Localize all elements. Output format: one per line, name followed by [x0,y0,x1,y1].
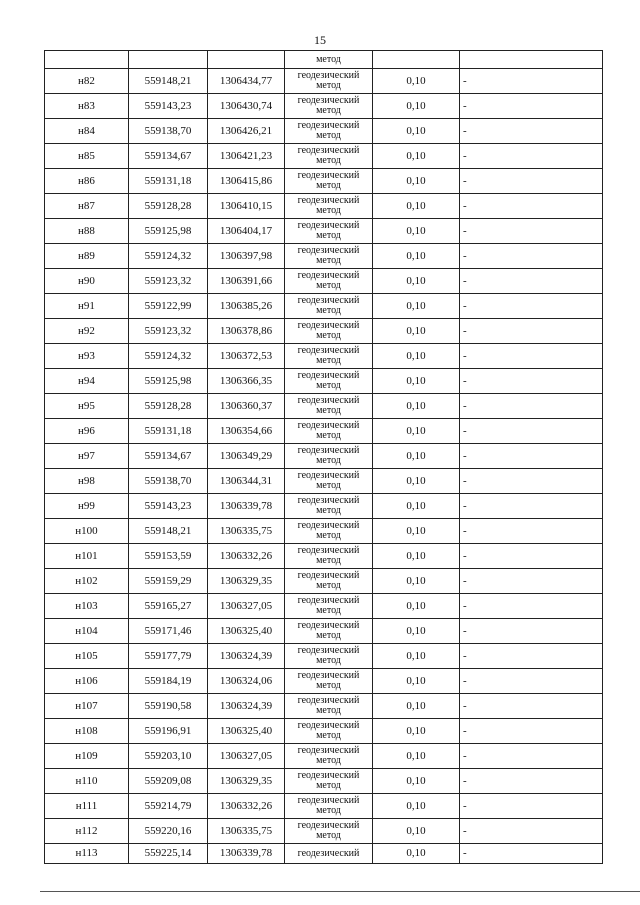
accuracy-cell: 0,10 [373,544,460,569]
table-row [45,569,603,594]
y-coordinate-cell: 1306426,21 [208,119,285,144]
point-name-cell: н106 [45,669,129,694]
table-row [45,644,603,669]
method-line-1: геодезический [297,795,360,806]
point-name-cell: н101 [45,544,129,569]
method-line-2: метод [316,205,341,216]
point-name-cell: н82 [45,69,129,94]
method-cell [285,144,373,169]
y-coordinate-cell: 1306372,53 [208,344,285,369]
method-line-1: геодезический [297,520,360,531]
method-cell [285,794,373,819]
method-line-2: метод [316,480,341,491]
y-coordinate-cell: 1306332,26 [208,544,285,569]
y-coordinate-cell: 1306329,35 [208,769,285,794]
y-coordinate-cell: 1306410,15 [208,194,285,219]
y-coordinate-cell: 1306325,40 [208,719,285,744]
x-coordinate-cell: 559124,32 [129,244,208,269]
x-coordinate-cell: 559125,98 [129,369,208,394]
table-row [45,694,603,719]
x-coordinate-cell: 559220,16 [129,819,208,844]
point-name-cell: н89 [45,244,129,269]
carryover-cell-accuracy [373,51,460,69]
table-row [45,244,603,269]
method-cell [285,719,373,744]
accuracy-cell: 0,10 [373,169,460,194]
y-coordinate-cell: 1306324,06 [208,669,285,694]
method-line-1: геодезический [297,420,360,431]
method-line-1: геодезический [297,370,360,381]
x-coordinate-cell: 559148,21 [129,69,208,94]
y-coordinate-cell: 1306404,17 [208,219,285,244]
method-line-1: геодезический [297,770,360,781]
note-cell: - [460,769,603,794]
point-name-cell: н86 [45,169,129,194]
x-coordinate-cell: 559196,91 [129,719,208,744]
note-cell: - [460,119,603,144]
table-row [45,669,603,694]
table-row [45,269,603,294]
table-row [45,394,603,419]
point-name-cell: н107 [45,694,129,719]
note-cell: - [460,269,603,294]
method-line-2: метод [316,780,341,791]
method-line-2: метод [316,455,341,466]
method-cell [285,294,373,319]
method-cell [285,469,373,494]
method-line-2: метод [316,680,341,691]
point-name-cell: н94 [45,369,129,394]
method-line-1: геодезический [297,220,360,231]
y-coordinate-cell: 1306324,39 [208,644,285,669]
method-cell [285,94,373,119]
method-cell [285,344,373,369]
table-row [45,319,603,344]
method-line-2: метод [316,555,341,566]
note-cell: - [460,244,603,269]
method-cell [285,694,373,719]
y-coordinate-cell: 1306354,66 [208,419,285,444]
point-name-cell: н87 [45,194,129,219]
method-line-1: геодезический [297,495,360,506]
point-name-cell: н88 [45,219,129,244]
x-coordinate-cell: 559134,67 [129,444,208,469]
table-row [45,744,603,769]
method-line-2: метод [316,430,341,441]
method-cell [285,169,373,194]
accuracy-cell: 0,10 [373,144,460,169]
note-cell: - [460,619,603,644]
x-coordinate-cell: 559203,10 [129,744,208,769]
method-line-2: метод [316,530,341,541]
x-coordinate-cell: 559143,23 [129,94,208,119]
accuracy-cell: 0,10 [373,394,460,419]
accuracy-cell: 0,10 [373,594,460,619]
note-cell: - [460,544,603,569]
x-coordinate-cell: 559148,21 [129,519,208,544]
method-line-2: метод [316,255,341,266]
method-line-2: метод [316,805,341,816]
point-name-cell: н109 [45,744,129,769]
note-cell: - [460,294,603,319]
method-line-1: геодезический [297,170,360,181]
method-cell [285,519,373,544]
accuracy-cell: 0,10 [373,769,460,794]
point-name-cell: н90 [45,269,129,294]
accuracy-cell: 0,10 [373,494,460,519]
point-name-cell: н99 [45,494,129,519]
x-coordinate-cell: 559225,14 [129,844,208,864]
method-cell [285,819,373,844]
table-body [45,51,603,864]
note-cell: - [460,794,603,819]
note-cell: - [460,594,603,619]
note-cell: - [460,519,603,544]
method-cell [285,594,373,619]
x-coordinate-cell: 559184,19 [129,669,208,694]
point-name-cell: н91 [45,294,129,319]
point-name-cell: н85 [45,144,129,169]
note-cell: - [460,644,603,669]
y-coordinate-cell: 1306324,39 [208,694,285,719]
y-coordinate-cell: 1306349,29 [208,444,285,469]
y-coordinate-cell: 1306339,78 [208,494,285,519]
x-coordinate-cell: 559159,29 [129,569,208,594]
y-coordinate-cell: 1306378,86 [208,319,285,344]
x-coordinate-cell: 559171,46 [129,619,208,644]
accuracy-cell: 0,10 [373,419,460,444]
table-row [45,619,603,644]
x-coordinate-cell: 559138,70 [129,469,208,494]
method-line-2: метод [316,755,341,766]
x-coordinate-cell: 559123,32 [129,269,208,294]
method-cell [285,644,373,669]
accuracy-cell: 0,10 [373,94,460,119]
table-row [45,194,603,219]
method-line-1: геодезический [297,595,360,606]
method-cell [285,119,373,144]
method-line-1: геодезический [297,395,360,406]
y-coordinate-cell: 1306327,05 [208,594,285,619]
accuracy-cell: 0,10 [373,269,460,294]
point-name-cell: н104 [45,619,129,644]
method-line-2: метод [316,830,341,841]
method-line-1: геодезический [297,645,360,656]
accuracy-cell: 0,10 [373,644,460,669]
x-coordinate-cell: 559123,32 [129,319,208,344]
accuracy-cell: 0,10 [373,744,460,769]
y-coordinate-cell: 1306421,23 [208,144,285,169]
carryover-cell-y [208,51,285,69]
note-cell: - [460,844,603,864]
y-coordinate-cell: 1306327,05 [208,744,285,769]
method-cell [285,769,373,794]
note-cell: - [460,669,603,694]
point-name-cell: н100 [45,519,129,544]
method-line-1: геодезический [297,670,360,681]
accuracy-cell: 0,10 [373,319,460,344]
x-coordinate-cell: 559125,98 [129,219,208,244]
y-coordinate-cell: 1306325,40 [208,619,285,644]
note-cell: - [460,819,603,844]
note-cell: - [460,94,603,119]
method-line-1: геодезический [297,847,360,859]
y-coordinate-cell: 1306344,31 [208,469,285,494]
carryover-row [45,51,603,69]
x-coordinate-cell: 559124,32 [129,344,208,369]
method-line-2: метод [316,405,341,416]
y-coordinate-cell: 1306385,26 [208,294,285,319]
note-cell: - [460,494,603,519]
method-line-1: геодезический [297,445,360,456]
point-name-cell: н113 [45,844,129,864]
y-coordinate-cell: 1306366,35 [208,369,285,394]
coordinates-table [44,50,603,864]
accuracy-cell: 0,10 [373,469,460,494]
x-coordinate-cell: 559131,18 [129,169,208,194]
note-cell: - [460,694,603,719]
accuracy-cell: 0,10 [373,69,460,94]
method-line-2: метод [316,130,341,141]
y-coordinate-cell: 1306434,77 [208,69,285,94]
method-cell [285,844,373,864]
method-line-2: метод [316,730,341,741]
point-name-cell: н97 [45,444,129,469]
x-coordinate-cell: 559128,28 [129,394,208,419]
note-cell: - [460,144,603,169]
table-row [45,94,603,119]
x-coordinate-cell: 559209,08 [129,769,208,794]
carryover-cell-note [460,51,603,69]
note-cell: - [460,469,603,494]
accuracy-cell: 0,10 [373,294,460,319]
x-coordinate-cell: 559143,23 [129,494,208,519]
method-line-2: метод [316,280,341,291]
method-cell [285,744,373,769]
carryover-cell-method: метод [285,51,373,69]
x-coordinate-cell: 559190,58 [129,694,208,719]
table-row [45,444,603,469]
y-coordinate-cell: 1306329,35 [208,569,285,594]
table-row [45,469,603,494]
accuracy-cell: 0,10 [373,369,460,394]
accuracy-cell: 0,10 [373,669,460,694]
table-row [45,594,603,619]
table-row [45,519,603,544]
y-coordinate-cell: 1306397,98 [208,244,285,269]
method-cell [285,369,373,394]
table-row [45,769,603,794]
accuracy-cell: 0,10 [373,719,460,744]
note-cell: - [460,744,603,769]
method-cell [285,194,373,219]
method-line-2: метод [316,655,341,666]
note-cell: - [460,194,603,219]
table-row [45,219,603,244]
note-cell: - [460,419,603,444]
point-name-cell: н96 [45,419,129,444]
method-line-2: метод [316,80,341,91]
method-line-1: геодезический [297,695,360,706]
note-cell: - [460,344,603,369]
method-line-1: геодезический [297,345,360,356]
accuracy-cell: 0,10 [373,244,460,269]
y-coordinate-cell: 1306332,26 [208,794,285,819]
method-line-2: метод [316,355,341,366]
method-cell [285,669,373,694]
point-name-cell: н95 [45,394,129,419]
x-coordinate-cell: 559177,79 [129,644,208,669]
note-cell: - [460,169,603,194]
y-coordinate-cell: 1306391,66 [208,269,285,294]
point-name-cell: н112 [45,819,129,844]
point-name-cell: н105 [45,644,129,669]
note-cell: - [460,569,603,594]
accuracy-cell: 0,10 [373,344,460,369]
x-coordinate-cell: 559134,67 [129,144,208,169]
method-line-1: геодезический [297,95,360,106]
accuracy-cell: 0,10 [373,619,460,644]
accuracy-cell: 0,10 [373,794,460,819]
table-row [45,844,603,864]
point-name-cell: н110 [45,769,129,794]
method-line-2: метод [316,230,341,241]
y-coordinate-cell: 1306335,75 [208,819,285,844]
y-coordinate-cell: 1306335,75 [208,519,285,544]
page-number: 15 [314,33,326,47]
accuracy-cell: 0,10 [373,519,460,544]
method-line-1: геодезический [297,70,360,81]
method-line-1: геодезический [297,245,360,256]
accuracy-cell: 0,10 [373,119,460,144]
point-name-cell: н83 [45,94,129,119]
method-cell [285,494,373,519]
point-name-cell: н93 [45,344,129,369]
method-cell [285,394,373,419]
method-cell [285,269,373,294]
method-cell [285,319,373,344]
point-name-cell: н102 [45,569,129,594]
accuracy-cell: 0,10 [373,194,460,219]
note-cell: - [460,719,603,744]
method-line-1: геодезический [297,195,360,206]
table-row [45,119,603,144]
accuracy-cell: 0,10 [373,819,460,844]
table-row [45,144,603,169]
method-line-2: метод [316,580,341,591]
method-cell [285,569,373,594]
method-line-1: геодезический [297,570,360,581]
method-line-1: геодезический [297,145,360,156]
accuracy-cell: 0,10 [373,219,460,244]
y-coordinate-cell: 1306430,74 [208,94,285,119]
method-line-1: геодезический [297,120,360,131]
method-line-1: геодезический [297,270,360,281]
method-line-1: геодезический [297,320,360,331]
note-cell: - [460,319,603,344]
x-coordinate-cell: 559131,18 [129,419,208,444]
note-cell: - [460,69,603,94]
table-row [45,794,603,819]
table-row [45,494,603,519]
note-cell: - [460,394,603,419]
accuracy-cell: 0,10 [373,569,460,594]
carryover-cell-x [129,51,208,69]
x-coordinate-cell: 559138,70 [129,119,208,144]
point-name-cell: н84 [45,119,129,144]
table-row [45,294,603,319]
method-cell [285,544,373,569]
method-cell [285,619,373,644]
method-line-2: метод [316,105,341,116]
carryover-cell-point [45,51,129,69]
method-line-1: геодезический [297,745,360,756]
accuracy-cell: 0,10 [373,444,460,469]
table-row [45,819,603,844]
point-name-cell: н111 [45,794,129,819]
point-name-cell: н108 [45,719,129,744]
note-cell: - [460,369,603,394]
method-line-1: геодезический [297,545,360,556]
note-cell: - [460,219,603,244]
method-cell [285,444,373,469]
method-line-2: метод [316,180,341,191]
bottom-rule [40,891,640,892]
method-cell [285,244,373,269]
method-line-1: геодезический [297,720,360,731]
method-line-2: метод [316,505,341,516]
x-coordinate-cell: 559122,99 [129,294,208,319]
y-coordinate-cell: 1306360,37 [208,394,285,419]
method-line-1: геодезический [297,820,360,831]
table-row [45,544,603,569]
method-line-1: геодезический [297,470,360,481]
table-row [45,369,603,394]
x-coordinate-cell: 559153,59 [129,544,208,569]
method-line-1: геодезический [297,295,360,306]
method-cell [285,69,373,94]
note-cell: - [460,444,603,469]
table-row [45,169,603,194]
method-line-2: метод [316,330,341,341]
method-cell [285,219,373,244]
y-coordinate-cell: 1306339,78 [208,844,285,864]
point-name-cell: н92 [45,319,129,344]
method-line-2: метод [316,380,341,391]
x-coordinate-cell: 559165,27 [129,594,208,619]
table-row [45,719,603,744]
accuracy-cell: 0,10 [373,694,460,719]
method-line-2: метод [316,605,341,616]
method-line-2: метод [316,305,341,316]
method-line-2: метод [316,705,341,716]
x-coordinate-cell: 559214,79 [129,794,208,819]
table-row [45,419,603,444]
method-cell [285,419,373,444]
method-line-1: геодезический [297,620,360,631]
x-coordinate-cell: 559128,28 [129,194,208,219]
point-name-cell: н98 [45,469,129,494]
point-name-cell: н103 [45,594,129,619]
table-row [45,69,603,94]
accuracy-cell: 0,10 [373,844,460,864]
method-line-2: метод [316,155,341,166]
table-row [45,344,603,369]
y-coordinate-cell: 1306415,86 [208,169,285,194]
method-line-2: метод [316,630,341,641]
